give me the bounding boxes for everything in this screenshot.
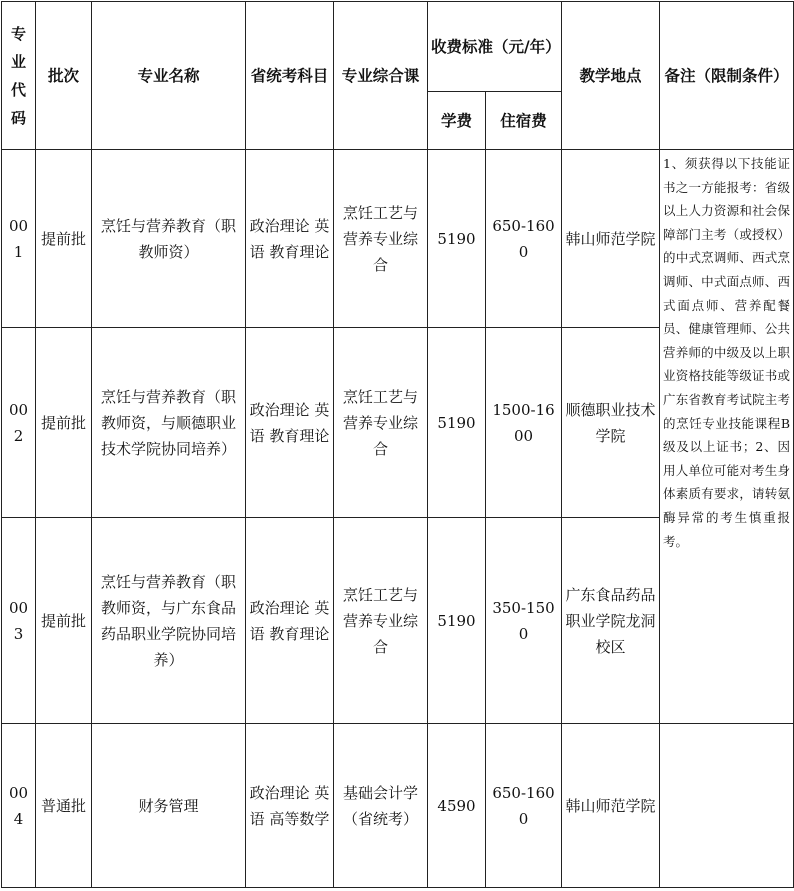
- cell-location: 韩山师范学院: [562, 150, 660, 328]
- header-tuition: 学费: [428, 92, 486, 150]
- remark-cell: 1、须获得以下技能证书之一方能报考：省级以上人力资源和社会保障部门主考（或授权）的中式烹调师、西式烹调师、中式面点师、西式面点师、营养配餐员、健康管理师、公共营养师的中级及以上职业资格技能等级证书或广东省教育考试院主考的烹饪专业技能课程B级及以上证书；2、因用人单位可能对考生身体素质有要求，请转氨酶异常的考生慎重报考。: [660, 150, 794, 724]
- cell-tuition: 5190: [428, 328, 486, 518]
- header-remark: 备注（限制条件）: [660, 2, 794, 150]
- cell-major-name: 烹饪与营养教育（职教师资）: [92, 150, 246, 328]
- cell-exam-subjects: 政治理论 英语 高等数学: [246, 724, 334, 888]
- cell-comprehensive: 基础会计学（省统考）: [334, 724, 428, 888]
- cell-tuition: 4590: [428, 724, 486, 888]
- cell-exam-subjects: 政治理论 英语 教育理论: [246, 150, 334, 328]
- cell-batch: 提前批: [36, 518, 92, 724]
- cell-comprehensive: 烹饪工艺与营养专业综合: [334, 328, 428, 518]
- header-location: 教学地点: [562, 2, 660, 150]
- cell-code: 003: [2, 518, 36, 724]
- cell-batch: 提前批: [36, 150, 92, 328]
- header-batch: 批次: [36, 2, 92, 150]
- cell-code: 002: [2, 328, 36, 518]
- cell-exam-subjects: 政治理论 英语 教育理论: [246, 518, 334, 724]
- cell-location: 顺德职业技术学院: [562, 328, 660, 518]
- cell-dorm: 650-1600: [486, 150, 562, 328]
- table-row: [2, 150, 794, 328]
- cell-dorm: 1500-1600: [486, 328, 562, 518]
- cell-comprehensive: 烹饪工艺与营养专业综合: [334, 150, 428, 328]
- cell-batch: 提前批: [36, 328, 92, 518]
- table-row: [2, 724, 794, 888]
- header-major-name: 专业名称: [92, 2, 246, 150]
- cell-code: 004: [2, 724, 36, 888]
- header-comprehensive: 专业综合课: [334, 2, 428, 150]
- cell-dorm: 350-1500: [486, 518, 562, 724]
- cell-location: 广东食品药品职业学院龙洞校区: [562, 518, 660, 724]
- header-fee-group: 收费标准（元/年）: [428, 2, 562, 92]
- cell-batch: 普通批: [36, 724, 92, 888]
- header-dorm: 住宿费: [486, 92, 562, 150]
- cell-major-name: 烹饪与营养教育（职教师资，与广东食品药品职业学院协同培养）: [92, 518, 246, 724]
- remark-cell-empty: [660, 724, 794, 888]
- header-code: 专业代码: [2, 2, 36, 150]
- cell-major-name: 财务管理: [92, 724, 246, 888]
- cell-code: 001: [2, 150, 36, 328]
- header-exam-subjects: 省统考科目: [246, 2, 334, 150]
- cell-dorm: 650-1600: [486, 724, 562, 888]
- cell-tuition: 5190: [428, 150, 486, 328]
- cell-major-name: 烹饪与营养教育（职教师资，与顺德职业技术学院协同培养）: [92, 328, 246, 518]
- cell-location: 韩山师范学院: [562, 724, 660, 888]
- cell-exam-subjects: 政治理论 英语 教育理论: [246, 328, 334, 518]
- admissions-table: [1, 1, 794, 888]
- cell-comprehensive: 烹饪工艺与营养专业综合: [334, 518, 428, 724]
- cell-tuition: 5190: [428, 518, 486, 724]
